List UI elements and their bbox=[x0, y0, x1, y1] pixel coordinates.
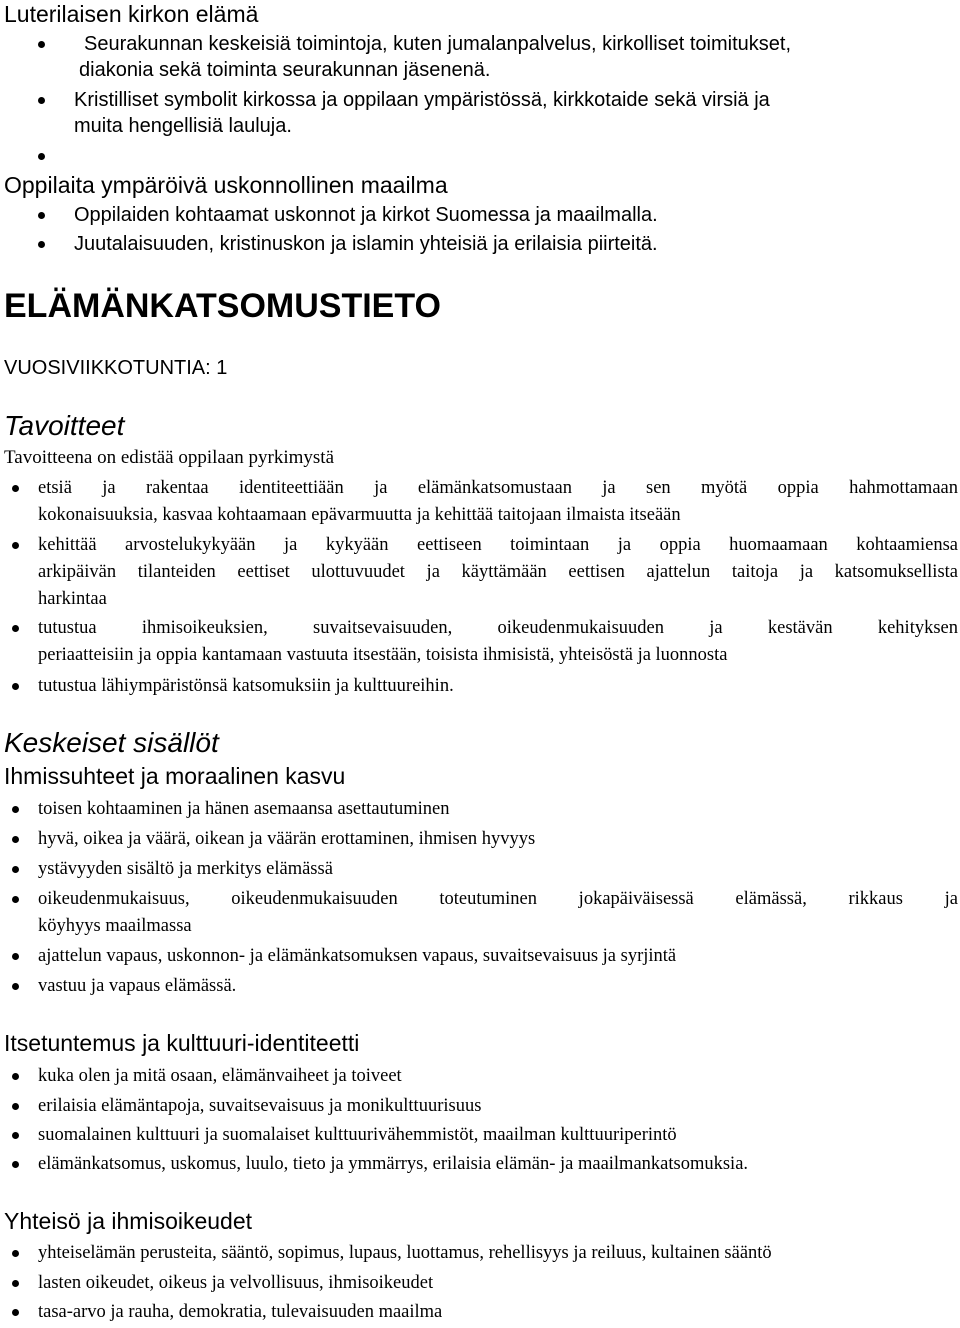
list-item-line: yhteiselämän perusteita, sääntö, sopimus, lupaus, luottamus, rehellisyys ja reiluus, kultainen sääntö bbox=[38, 1243, 772, 1263]
bullet-icon bbox=[12, 625, 19, 632]
weekly-hours: VUOSIVIIKKOTUNTIA: 1 bbox=[4, 357, 228, 379]
bullet-icon bbox=[12, 1250, 19, 1257]
bullet-icon bbox=[12, 1280, 19, 1287]
list-item-line: ajattelun vapaus, uskonnon- ja elämänkatsomuksen vapaus, suvaitsevaisuus ja syrjintä bbox=[38, 946, 677, 966]
bullet-icon bbox=[12, 1103, 19, 1110]
goals-title: Tavoitteet bbox=[4, 410, 125, 441]
section-title-church-life: Luterilaisen kirkon elämä bbox=[4, 1, 259, 27]
list-item-line: harkintaa bbox=[38, 589, 107, 609]
bullet-icon bbox=[38, 97, 45, 104]
bullet-icon bbox=[12, 1309, 19, 1316]
page-title: ELÄMÄNKATSOMUSTIETO bbox=[4, 287, 441, 325]
subsection-title-community: Yhteisö ja ihmisoikeudet bbox=[4, 1208, 253, 1234]
bullet-icon bbox=[12, 1073, 19, 1080]
list-item-line: diakonia sekä toiminta seurakunnan jäsenenä. bbox=[79, 59, 491, 81]
bullet-icon bbox=[12, 1161, 19, 1168]
list-item-line: tutustua ihmisoikeuksien, suvaitsevaisuuden, oikeudenmukaisuuden ja kestävän kehityksen bbox=[38, 618, 958, 638]
list-item-line: Oppilaiden kohtaamat uskonnot ja kirkot Suomessa ja maailmalla. bbox=[74, 204, 658, 226]
bullet-icon bbox=[38, 41, 45, 48]
bullet-icon bbox=[12, 806, 19, 813]
list-item-line: muita hengellisiä lauluja. bbox=[74, 115, 292, 137]
list-item-line: köyhyys maailmassa bbox=[38, 916, 192, 936]
list-item-line: arkipäivän tilanteiden eettiset ulottuvuudet ja käyttämään eettisen ajattelun taitoja ja katsomuksellista bbox=[38, 562, 958, 582]
list-item-line: kokonaisuuksia, kasvaa kohtaamaan epävarmuutta ja kehittää taitojaan ilmaista itseään bbox=[38, 505, 681, 525]
list-item-line: ystävyyden sisältö ja merkitys elämässä bbox=[38, 859, 333, 879]
bullet-icon bbox=[12, 866, 19, 873]
list-item-line: tasa-arvo ja rauha, demokratia, tulevaisuuden maailma bbox=[38, 1302, 443, 1322]
list-item-line: vastuu ja vapaus elämässä. bbox=[38, 976, 237, 996]
list-item-line: kehittää arvostelukykyään ja kykyään eettiseen toimintaan ja oppia huomaamaan kohtaamiensa bbox=[38, 535, 958, 555]
content-title: Keskeiset sisällöt bbox=[4, 727, 219, 758]
bullet-icon bbox=[12, 542, 19, 549]
list-item-line: tutustua lähiympäristönsä katsomuksiin ja kulttuureihin. bbox=[38, 676, 454, 696]
list-item-line: erilaisia elämäntapoja, suvaitsevaisuus ja monikulttuurisuus bbox=[38, 1096, 482, 1116]
bullet-icon bbox=[12, 485, 19, 492]
section-title-religious-world: Oppilaita ympäröivä uskonnollinen maailma bbox=[4, 172, 448, 198]
bullet-icon bbox=[12, 836, 19, 843]
bullet-icon bbox=[12, 1132, 19, 1139]
list-item-line: Juutalaisuuden, kristinuskon ja islamin yhteisiä ja erilaisia piirteitä. bbox=[74, 233, 658, 255]
list-item-line: periaatteisiin ja oppia kantamaan vastuuta itsestään, toisista ihmisistä, yhteisöstä ja luonnosta bbox=[38, 645, 728, 665]
list-item-line: hyvä, oikea ja väärä, oikean ja väärän erottaminen, ihmisen hyvyys bbox=[38, 829, 536, 849]
subsection-title-self-knowledge: Itsetuntemus ja kulttuuri-identiteetti bbox=[4, 1030, 360, 1056]
bullet-icon bbox=[38, 153, 45, 160]
bullet-icon bbox=[12, 683, 19, 690]
bullet-icon bbox=[38, 212, 45, 219]
list-item-line: lasten oikeudet, oikeus ja velvollisuus, ihmisoikeudet bbox=[38, 1273, 434, 1293]
subsection-title-relationships: Ihmissuhteet ja moraalinen kasvu bbox=[4, 763, 346, 789]
list-item-line: kuka olen ja mitä osaan, elämänvaiheet ja toiveet bbox=[38, 1066, 402, 1086]
bullet-icon bbox=[12, 896, 19, 903]
list-item-line: elämänkatsomus, uskomus, luulo, tieto ja ymmärrys, erilaisia elämän- ja maailmankatsomuksia. bbox=[38, 1154, 749, 1174]
bullet-icon bbox=[12, 983, 19, 990]
bullet-icon bbox=[12, 953, 19, 960]
list-item-line: suomalainen kulttuuri ja suomalaiset kulttuurivähemmistöt, maailman kulttuuriperintö bbox=[38, 1125, 677, 1145]
goals-intro: Tavoitteena on edistää oppilaan pyrkimystä bbox=[4, 447, 335, 468]
bullet-icon bbox=[38, 241, 45, 248]
list-item-line: oikeudenmukaisuus, oikeudenmukaisuuden toteutuminen jokapäiväisessä elämässä, rikkaus ja bbox=[38, 889, 958, 909]
list-item-line: Seurakunnan keskeisiä toimintoja, kuten jumalanpalvelus, kirkolliset toimitukset, bbox=[84, 33, 792, 55]
list-item-line: etsiä ja rakentaa identiteettiään ja elämänkatsomustaan ja sen myötä oppia hahmottamaan bbox=[38, 478, 958, 498]
list-item-line: toisen kohtaaminen ja hänen asemaansa asettautuminen bbox=[38, 799, 450, 819]
list-item-line: Kristilliset symbolit kirkossa ja oppilaan ympäristössä, kirkkotaide sekä virsiä ja bbox=[74, 89, 770, 111]
